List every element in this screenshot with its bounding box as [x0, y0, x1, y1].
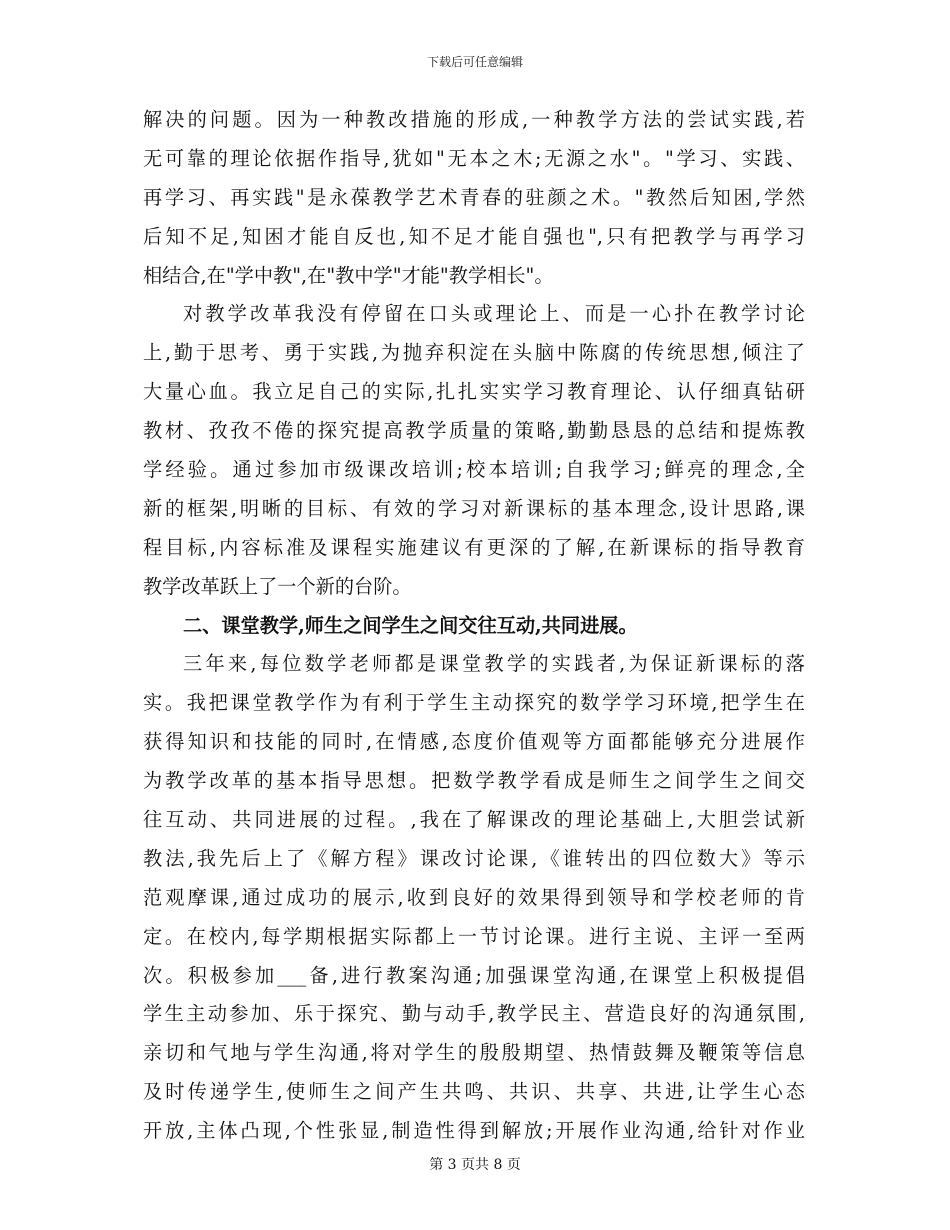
text-line: 上,勤于思考、勇于实践,为抛弃积淀在头脑中陈腐的传统思想,倾注了	[143, 341, 805, 365]
text-line: 实。我把课堂教学作为有利于学生主动探究的数学学习环境,把学生在	[143, 691, 805, 715]
text-line: 再学习、再实践"是永葆教学艺术青春的驻颜之术。"教然后知困,学然	[143, 185, 805, 209]
text-line: 定。在校内,每学期根据实际都上一节讨论课。进行主说、主评一至两	[143, 924, 805, 948]
text-line: 解决的问题。因为一种教改措施的形成,一种教学方法的尝试实践,若	[143, 108, 805, 131]
text-line: 无可靠的理论依据作指导,犹如"无本之木;无源之水"。"学习、实践、	[143, 146, 805, 170]
text-line: 新的框架,明晰的目标、有效的学习对新课标的基本理念,设计思路,课	[143, 496, 805, 520]
text-line: 程目标,内容标准及课程实施建议有更深的了解,在新课标的指导教育	[143, 535, 805, 559]
section-heading: 二、课堂教学,师生之间学生之间交往互动,共同进展。	[183, 613, 638, 637]
text-line: 后知不足,知困才能自反也,知不足才能自强也",只有把教学与再学习	[143, 224, 805, 248]
text-line: 教学改革跃上了一个新的台阶。	[143, 574, 412, 598]
page-footer: 第 3 页共 8 页	[429, 1157, 521, 1173]
text-line: 对教学改革我没有停留在口头或理论上、而是一心扑在教学讨论	[183, 302, 805, 326]
text-line: 教法,我先后上了《解方程》课改讨论课,《谁转出的四位数大》等示	[143, 846, 805, 870]
text-line: 学经验。通过参加市级课改培训;校本培训;自我学习;鲜亮的理念,全	[143, 458, 805, 482]
text-line: 相结合,在"学中教",在"教中学"才能"教学相长"。	[143, 263, 554, 287]
document-body	[143, 101, 805, 1151]
text-line: 大量心血。我立足自己的实际,扎扎实实学习教育理论、认仔细真钻研	[143, 380, 805, 404]
text-line: 及时传递学生,使师生之间产生共鸣、共识、共享、共进,让学生心态	[143, 1080, 805, 1104]
text-line: 范观摩课,通过成功的展示,收到良好的效果得到领导和学校老师的肯	[143, 885, 805, 909]
text-line: 三年来,每位数学老师都是课堂教学的实践者,为保证新课标的落	[183, 652, 805, 676]
text-line: 教材、孜孜不倦的探究提高教学质量的策略,勤勤恳恳的总结和提炼教	[143, 419, 805, 443]
page-header: 下载后可任意编辑	[426, 55, 523, 69]
text-line: 往互动、共同进展的过程。,我在了解课改的理论基础上,大胆尝试新	[143, 808, 805, 832]
text-line: 为教学改革的基本指导思想。把数学教学看成是师生之间学生之间交	[143, 769, 805, 793]
text-line: 开放,主体凸现,个性张显,制造性得到解放;开展作业沟通,给针对作业	[143, 1119, 805, 1143]
text-line: 次。积极参加___备,进行教案沟通;加强课堂沟通,在课堂上积极提倡	[143, 963, 805, 987]
text-line: 获得知识和技能的同时,在情感,态度价值观等方面都能够充分进展作	[143, 730, 805, 754]
text-line: 亲切和气地与学生沟通,将对学生的殷殷期望、热情鼓舞及鞭策等信息	[143, 1041, 805, 1065]
text-line: 学生主动参加、乐于探究、勤与动手,教学民主、营造良好的沟通氛围,	[143, 1002, 805, 1026]
